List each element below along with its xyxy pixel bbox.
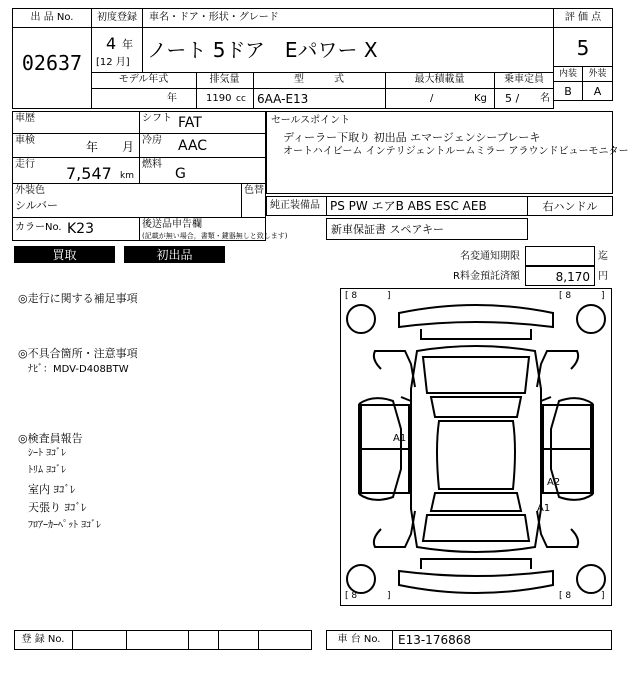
shift-value: FAT	[178, 115, 202, 131]
model-year-unit: 年	[167, 93, 177, 104]
first-reg-label: 初度登録	[97, 12, 137, 23]
color-no-value: K23	[67, 221, 94, 237]
mileage-unit: km	[120, 171, 134, 181]
color-label: 外装色	[15, 185, 45, 196]
sales-point-line1: ディーラー下取り 初出品 エマージェンシーブレーキ	[283, 131, 541, 144]
fuel-value: G	[175, 166, 186, 182]
recycle-box	[525, 266, 595, 286]
warranty-cell	[326, 218, 528, 240]
exterior-label-cell	[582, 66, 613, 82]
post-docs-note: (記載が無い場合，書類・鍵器無しと致します)	[142, 232, 288, 240]
damage-mark-a1-right: A1	[537, 503, 551, 514]
interior-label: 内装	[558, 69, 577, 79]
car-diagram	[340, 288, 612, 606]
damage-mark-a1-left: A1	[393, 433, 407, 444]
lot-no: 02637	[21, 51, 83, 75]
max-load-sep: /	[430, 93, 434, 104]
shift-label: シフト	[142, 113, 172, 124]
first-tag: 初出品	[124, 246, 225, 263]
displacement-unit: cc	[236, 94, 246, 104]
type-label: 型 式	[294, 74, 344, 85]
recycle-unit: 円	[598, 271, 608, 282]
capacity: 5 /	[505, 92, 520, 105]
wheel-front-right-icon	[577, 305, 605, 333]
post-docs-label: 後送品申告欄	[142, 219, 202, 230]
capacity-unit: 名	[540, 93, 550, 104]
sales-point-label: セールスポイント	[271, 115, 351, 126]
report-line-2: ﾄﾘﾑ ﾖｺﾞﾚ	[28, 465, 67, 476]
grade: 5	[576, 36, 590, 60]
mileage-label: 走行	[15, 159, 35, 170]
name-change-unit: 迄	[598, 251, 608, 262]
tire-tr: [ 8 ]	[559, 291, 605, 301]
sales-point-box	[266, 111, 629, 194]
wheel-front-left-icon	[347, 305, 375, 333]
car-name: ノート 5ドア Eパワー X	[147, 38, 378, 62]
report-line-1: ｼｰﾄ ﾖｺﾞﾚ	[28, 448, 67, 459]
history-label: 車歴	[15, 113, 35, 124]
name-change-box	[525, 246, 595, 266]
inspection-year: 年	[86, 140, 99, 154]
capacity-label: 乗車定員	[504, 74, 544, 85]
first-reg-cell	[91, 27, 143, 73]
tire-br: [ 8 ]	[559, 591, 605, 601]
model-year-label: モデル年式	[118, 74, 169, 85]
ac-value: AAC	[178, 138, 208, 154]
handle-cell	[527, 196, 613, 216]
report-line-3: 室内 ﾖｺﾞﾚ	[28, 483, 76, 496]
repaint-label: 色替	[244, 185, 264, 196]
first-reg-label-cell	[91, 8, 143, 28]
reg-year: 4	[106, 34, 117, 53]
color-no-label: カラーNo.	[15, 222, 62, 233]
ac-label: 冷房	[142, 135, 162, 146]
chassis-no: E13-176868	[398, 633, 471, 647]
grade-label: 評 価 点	[564, 12, 602, 23]
equipment-items: PS PW エアB ABS ESC AEB	[330, 199, 487, 213]
damage-mark-a2: A2	[547, 477, 561, 488]
displacement-label: 排気量	[209, 74, 240, 85]
equipment-label: 純正装備品	[270, 200, 320, 211]
reg-month: [12 月]	[96, 57, 130, 68]
inspection-month: 月	[122, 140, 135, 154]
exterior-label: 外装	[588, 69, 607, 79]
interior-label-cell	[553, 66, 583, 82]
type-value: 6AA-E13	[257, 92, 309, 106]
recycle-label: R料金預託済額	[453, 271, 520, 282]
lot-no-cell	[12, 27, 92, 109]
navi-note: ﾅﾋﾞ：MDV-D408BTW	[28, 364, 129, 375]
exterior-grade: A	[593, 85, 602, 98]
mileage-value: 7,547	[66, 164, 112, 183]
warranty-value: 新車保証書 スペアキー	[331, 223, 445, 236]
report-line-4: 天張り ﾖｺﾞﾚ	[28, 501, 87, 514]
tire-bl: [ 8 ]	[345, 591, 391, 601]
grade-cell	[553, 27, 613, 67]
name-change-label: 名変通知期限	[460, 251, 520, 262]
sales-point-line2: オートハイビーム インテリジェントルームミラー アラウンドビューモニター	[283, 146, 629, 157]
interior-grade-cell	[553, 81, 583, 101]
buy-tag: 買取	[14, 246, 115, 263]
inspection-label: 車検	[15, 135, 35, 146]
name-label: 車名・ドア・形状・グレード	[149, 12, 279, 23]
car-diagram-svg	[341, 289, 611, 605]
defects-label: ◎不具合箇所・注意事項	[18, 347, 138, 360]
driving-notes-label: ◎走行に関する補足事項	[18, 292, 138, 305]
exterior-grade-cell	[582, 81, 613, 101]
reg-no-label: 登 録 No.	[21, 634, 65, 645]
fuel-label: 燃料	[142, 159, 162, 170]
recycle-value: 8,170	[555, 270, 590, 284]
max-load-unit: Kg	[474, 93, 487, 104]
lot-no-label-cell	[12, 8, 92, 28]
grade-label-cell	[553, 8, 613, 28]
car-name-cell	[142, 27, 554, 73]
max-load-label: 最大積載量	[414, 74, 465, 85]
wheel-rear-left-icon	[347, 565, 375, 593]
name-label-cell	[142, 8, 554, 28]
reg-year-unit: 年	[122, 38, 133, 51]
lot-no-label: 出 品 No.	[30, 12, 74, 23]
inspector-label: ◎検査員報告	[18, 432, 83, 445]
color-value: シルバー	[15, 199, 58, 212]
interior-grade: B	[564, 85, 572, 98]
name-change-value	[526, 247, 594, 250]
chassis-label: 車 台 No.	[337, 634, 381, 645]
report-line-5: ﾌﾛｱｰｶｰﾍﾟｯﾄ ﾖｺﾞﾚ	[28, 520, 102, 531]
tire-tl: [ 8 ]	[345, 291, 391, 301]
wheel-rear-right-icon	[577, 565, 605, 593]
displacement: 1190	[206, 93, 232, 104]
handle-value: 右ハンドル	[542, 200, 598, 213]
